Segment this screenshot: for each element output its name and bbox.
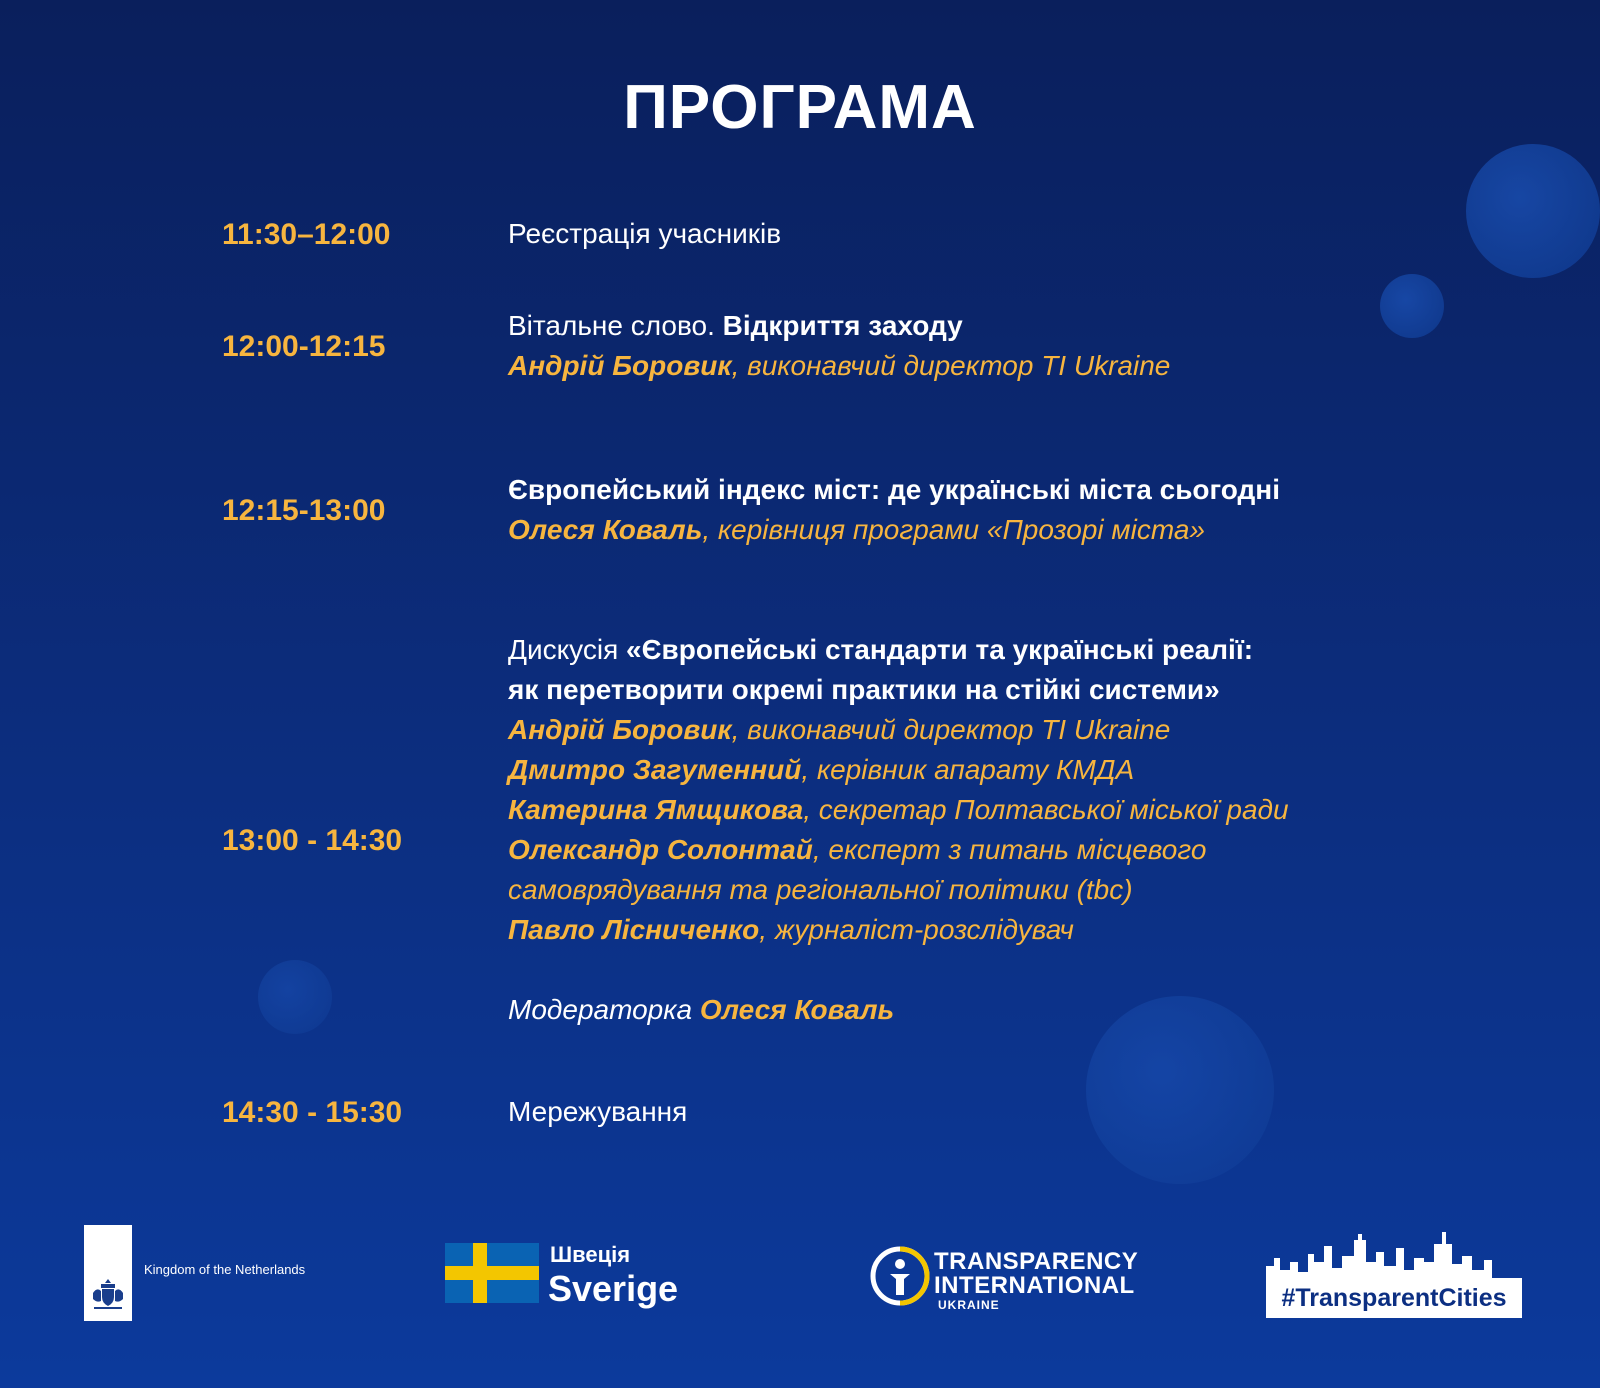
netherlands-logo-text: Kingdom of the Netherlands bbox=[144, 1262, 306, 1277]
speaker-line bbox=[508, 910, 1368, 950]
session-title: Реєстрація учасників bbox=[508, 218, 782, 249]
session-title-plain: Вітальне слово. bbox=[508, 310, 723, 341]
moderator-label: Модераторка bbox=[508, 994, 700, 1025]
speaker-name: Дмитро Загуменний bbox=[508, 754, 802, 785]
speaker-line bbox=[508, 750, 1368, 790]
speaker-name: Андрій Боровик bbox=[508, 714, 732, 745]
speaker-role: самоврядування та регіональної політики (tbc) bbox=[508, 874, 1133, 905]
speaker-line bbox=[508, 346, 1368, 386]
speaker-role: , виконавчий директор TI Ukraine bbox=[731, 714, 1171, 745]
transparent-cities-text: #TransparentCities bbox=[1281, 1284, 1507, 1312]
schedule-time: 14:30 - 15:30 bbox=[222, 1096, 403, 1129]
sweden-logo-text: Швеція bbox=[550, 1242, 631, 1267]
session-title: Європейський індекс міст: де українські міста сьогодні bbox=[508, 474, 1280, 505]
speaker-role: , секретар Полтавської міської ради bbox=[803, 794, 1289, 825]
schedule-description bbox=[508, 306, 1368, 386]
session-title-bold: Відкриття заходу bbox=[722, 310, 963, 341]
schedule-description bbox=[508, 470, 1368, 550]
ti-logo-text: UKRAINE bbox=[938, 1298, 1000, 1312]
transparency-international-icon bbox=[870, 1246, 930, 1306]
schedule-time: 12:15-13:00 bbox=[222, 494, 386, 527]
sweden-flag-icon bbox=[445, 1243, 539, 1303]
ti-logo-text: INTERNATIONAL bbox=[934, 1272, 1135, 1299]
session-title bbox=[508, 630, 1368, 670]
speaker-line bbox=[508, 830, 1368, 870]
ti-logo-text: TRANSPARENCY bbox=[934, 1248, 1139, 1275]
session-title: Мережування bbox=[508, 1096, 688, 1127]
schedule-description bbox=[508, 1092, 1368, 1132]
speaker-role: , керівниця програми «Прозорі міста» bbox=[702, 514, 1205, 545]
sweden-logo-text: Sverige bbox=[548, 1268, 679, 1309]
moderator-line bbox=[508, 990, 1368, 1030]
speaker-name: Андрій Боровик bbox=[508, 350, 732, 381]
speaker-name: Павло Лісниченко bbox=[508, 914, 760, 945]
speaker-name: Олеся Коваль bbox=[508, 514, 703, 545]
session-title-plain: Дискусія bbox=[508, 634, 627, 665]
speaker-role: , керівник апарату КМДА bbox=[801, 754, 1135, 785]
schedule-time: 11:30–12:00 bbox=[222, 218, 391, 251]
decor-orb bbox=[258, 960, 332, 1034]
schedule-time: 13:00 - 14:30 bbox=[222, 824, 403, 857]
speaker-line bbox=[508, 790, 1368, 830]
speaker-role: , виконавчий директор TI Ukraine bbox=[731, 350, 1171, 381]
speaker-name: Катерина Ямщикова bbox=[508, 794, 804, 825]
speaker-name: Олександр Солонтай bbox=[508, 834, 813, 865]
city-skyline-icon bbox=[1266, 1232, 1522, 1280]
transparent-cities-logo bbox=[1266, 1278, 1522, 1318]
schedule-description bbox=[508, 214, 1368, 254]
speaker-line bbox=[508, 710, 1368, 750]
coat-of-arms-icon bbox=[90, 1275, 126, 1311]
moderator-name: Олеся Коваль bbox=[699, 994, 895, 1025]
session-title-bold: як перетворити окремі практики на стійкі системи» bbox=[508, 674, 1220, 705]
session-title bbox=[508, 306, 1368, 346]
page-title: ПРОГРАМА bbox=[623, 73, 977, 142]
schedule-time: 12:00-12:15 bbox=[222, 330, 386, 363]
speaker-line bbox=[508, 510, 1368, 550]
netherlands-logo bbox=[84, 1225, 132, 1321]
partner-logos bbox=[0, 1220, 1600, 1330]
decor-orb bbox=[1380, 274, 1444, 338]
speaker-role: , журналіст-розслідувач bbox=[759, 914, 1074, 945]
session-title-bold: «Європейські стандарти та українські реалії: bbox=[626, 634, 1254, 665]
schedule-description bbox=[508, 630, 1368, 1030]
spacer bbox=[508, 950, 1368, 990]
speaker-role: , експерт з питань місцевого bbox=[812, 834, 1207, 865]
decor-orb bbox=[1466, 144, 1600, 278]
